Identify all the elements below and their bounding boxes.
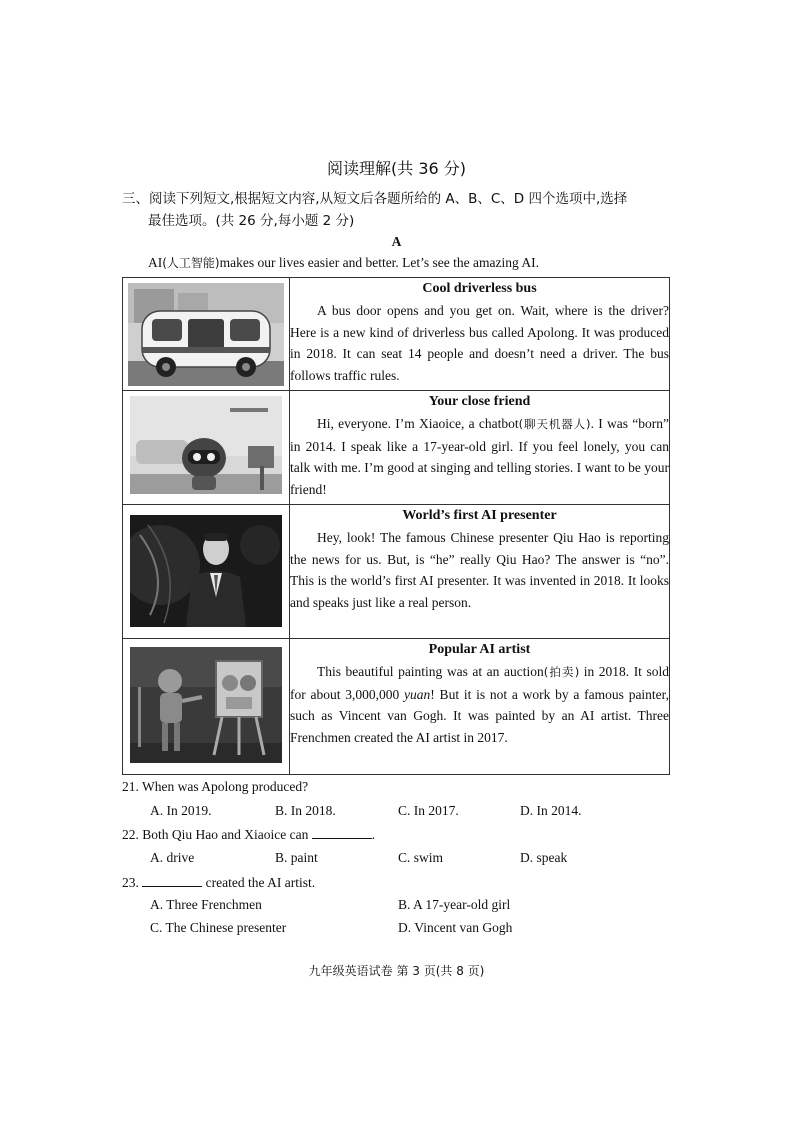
- ai-items-table: [122, 277, 670, 775]
- question-22-option-d[interactable]: D. speak: [520, 850, 568, 865]
- item-title: Cool driverless bus: [422, 281, 537, 296]
- item-text-cell: [290, 505, 670, 639]
- question-22-stem-text: 22. Both Qiu Hao and Xiaoice can: [122, 827, 309, 842]
- item-image-cell: [123, 639, 290, 775]
- item-body-pre: Hi, everyone. I’m Xiaoice, a chatbot: [317, 416, 519, 431]
- item-image-cell: [123, 278, 290, 391]
- item-title: World’s first AI presenter: [402, 508, 557, 523]
- item-body: A bus door opens and you get on. Wait, where is the driver? Here is a new kind of driverless bus called Apolong. It was produced in 2018. It can seat 14 people and doesn’t need a driver. The bus follows traffic rules.: [290, 303, 669, 383]
- question-22-option-b[interactable]: B. paint: [275, 850, 318, 865]
- intro-post: makes our lives easier and better. Let’s see the amazing AI.: [219, 255, 540, 270]
- intro-pre: AI: [148, 255, 163, 270]
- answer-blank: [312, 826, 372, 839]
- item-title: Popular AI artist: [428, 642, 531, 657]
- passage-intro: [148, 254, 539, 271]
- question-22-stem: [122, 826, 375, 843]
- item-body-em: yuan: [404, 686, 431, 702]
- question-22-option-a[interactable]: A. drive: [150, 850, 195, 865]
- item-body-mid: in 2018. It sold for about 3,000,000: [290, 664, 669, 702]
- item-image-cell: [123, 391, 290, 505]
- item-body: [290, 661, 669, 748]
- item-body: [290, 413, 669, 500]
- item-body-post: ! But it is not a work by a famous painter, such as Vincent van Gogh. It was painted by an AI artist. Three Frenchmen created the AI artist in 2017.: [290, 686, 670, 745]
- passage-letter: A: [391, 234, 402, 249]
- item-image-cell: [123, 505, 290, 639]
- question-21-option-b[interactable]: B. In 2018.: [275, 803, 336, 818]
- question-23-option-b[interactable]: B. A 17-year-old girl: [398, 897, 511, 912]
- section-title: 阅读理解(共 36 分): [326, 159, 467, 178]
- item-text-cell: [290, 278, 670, 391]
- question-21-option-d[interactable]: D. In 2014.: [520, 803, 582, 818]
- ai-presenter-photo: [130, 515, 282, 627]
- item-body-post: . I was “born” in 2014. I speak like a 17-year-old girl. If you feel lonely, you can talk with me. I’m good at singing and telling stories. I want to be your friend!: [290, 416, 669, 497]
- item-text-cell: [290, 639, 670, 775]
- question-21-option-a[interactable]: A. In 2019.: [150, 803, 212, 818]
- item-text-cell: [290, 391, 670, 505]
- page-footer: 九年级英语试卷 第 3 页(共 8 页): [308, 964, 485, 978]
- question-22-stem-end: .: [371, 827, 376, 842]
- question-22-option-c[interactable]: C. swim: [398, 850, 444, 865]
- instructions-line-2: 最佳选项。(共 26 分,每小题 2 分): [148, 213, 355, 229]
- item-title: Your close friend: [428, 394, 531, 409]
- question-23-option-d[interactable]: D. Vincent van Gogh: [398, 920, 513, 935]
- question-21-stem: 21. When was Apolong produced?: [122, 779, 309, 794]
- question-23-stem: [122, 874, 315, 891]
- intro-cn: (人工智能): [162, 256, 220, 270]
- instructions-line-1: 三、阅读下列短文,根据短文内容,从短文后各题所给的 A、B、C、D 四个选项中,选择: [122, 191, 628, 207]
- item-body-cn: (拍卖): [543, 665, 580, 679]
- driverless-bus-photo: [128, 283, 284, 386]
- question-23-number: 23.: [122, 875, 139, 890]
- answer-blank: [142, 874, 202, 887]
- robot-painter-photo: [130, 647, 282, 763]
- item-body-cn: (聊天机器人): [518, 417, 591, 431]
- robot-in-living-room-photo: [130, 396, 282, 494]
- question-23-option-a[interactable]: A. Three Frenchmen: [150, 897, 262, 912]
- item-body-pre: This beautiful painting was at an auction: [317, 664, 544, 679]
- question-23-stem-text: created the AI artist.: [205, 875, 316, 890]
- question-23-option-c[interactable]: C. The Chinese presenter: [150, 920, 287, 935]
- item-body: Hey, look! The famous Chinese presenter Qiu Hao is reporting the news for us. But, is “he” really Qiu Hao? The answer is “no”. This is the world’s first AI presenter. It was invented in 2018. It looks and speaks just like a real person.: [290, 530, 669, 610]
- question-21-option-c[interactable]: C. In 2017.: [398, 803, 459, 818]
